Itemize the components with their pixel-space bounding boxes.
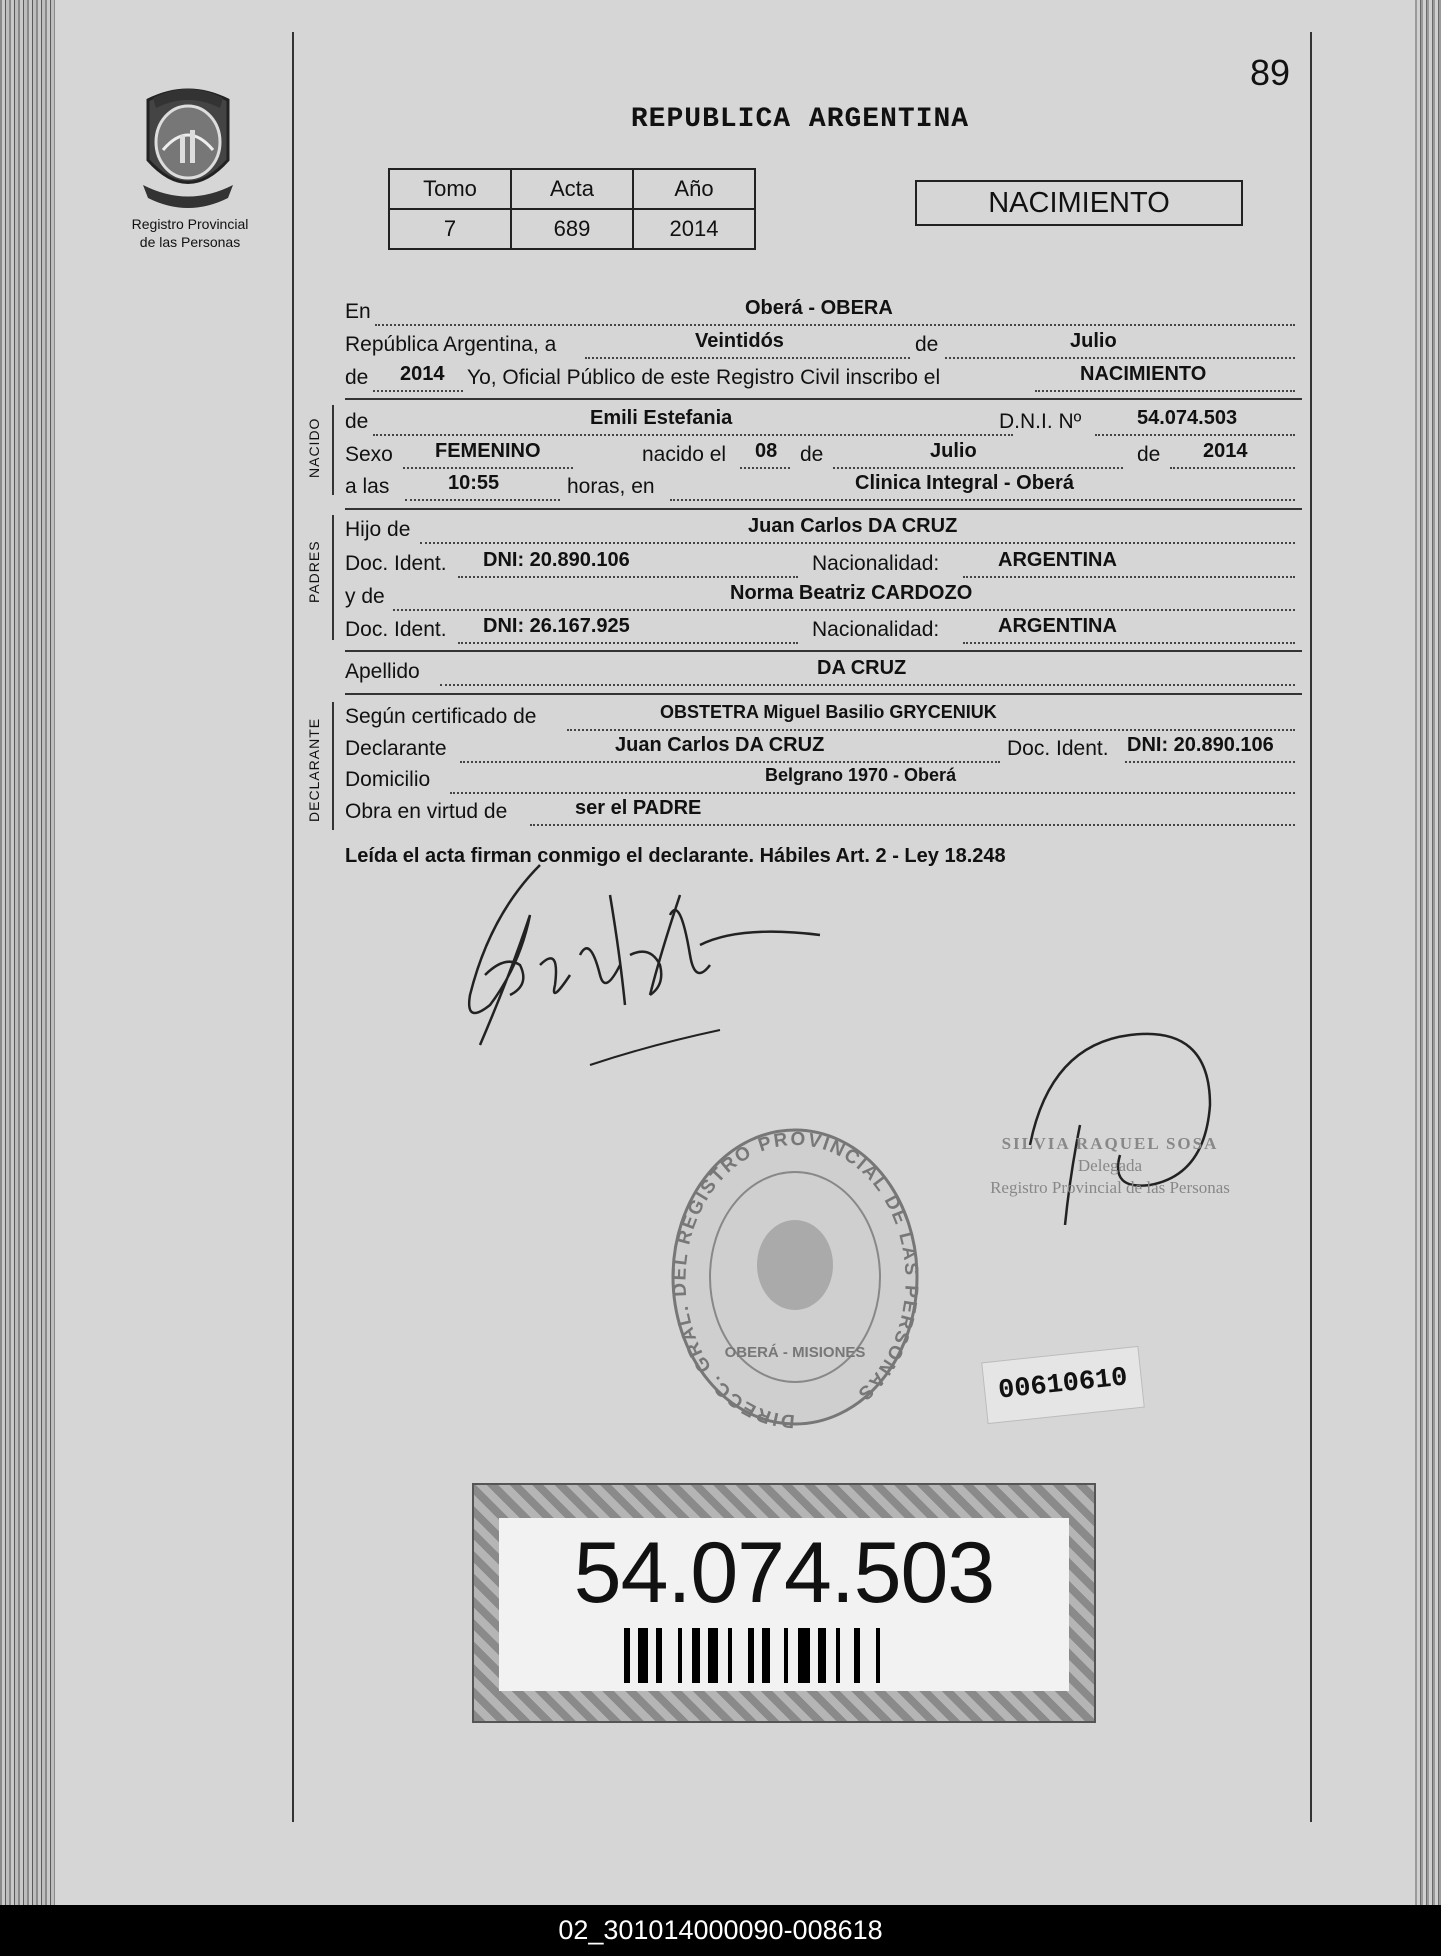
declarant-address: Belgrano 1970 - Oberá: [765, 765, 957, 785]
year-value: 2014: [400, 363, 445, 385]
month-value: Julio: [1070, 330, 1117, 352]
closing-note: Leída el acta firman conmigo el declarante. Hábiles Art. 2 - Ley 18.248: [345, 845, 1006, 867]
header-anio: Año: [633, 169, 755, 209]
father-doc: DNI: 20.890.106: [483, 549, 630, 571]
registry-name: [105, 215, 275, 251]
row-address: [345, 765, 957, 798]
row-certificate: [345, 702, 997, 735]
barcode-label-inner: [499, 1518, 1069, 1691]
barcode-number: 54.074.503: [573, 1525, 995, 1621]
margin-line-right: [1310, 32, 1312, 1822]
father-name: Juan Carlos DA CRUZ: [748, 515, 958, 537]
label-doc-ident: Doc. Ident.: [345, 618, 447, 641]
label-domicilio: Domicilio: [345, 768, 431, 791]
margin-line-left: [292, 32, 294, 1822]
separator: [345, 398, 1302, 400]
place-value: Oberá - OBERA: [745, 297, 893, 319]
label-de-name: de: [345, 410, 369, 433]
label-a-las: a las: [345, 475, 390, 498]
serial-stamp: 00610610: [981, 1346, 1145, 1424]
section-bracket-nacido: [332, 405, 334, 495]
declarant-name: Juan Carlos DA CRUZ: [615, 734, 825, 756]
born-sex: FEMENINO: [435, 440, 541, 462]
event-value: NACIMIENTO: [1080, 363, 1207, 385]
binding-edge-right: [1415, 0, 1441, 1905]
barcode-bars: [624, 1628, 994, 1683]
row-born-sex-date: [345, 440, 1248, 473]
registry-name-line1: Registro Provincial: [131, 216, 249, 232]
row-mother: [345, 582, 973, 615]
label-en: En: [345, 300, 371, 323]
value-acta: 689: [511, 209, 633, 249]
label-segun-certificado: Según certificado de: [345, 705, 537, 728]
section-label-declarante: DECLARANTE: [306, 717, 322, 822]
official-title: Delegada: [1077, 1156, 1143, 1175]
declarant-signature: [450, 855, 830, 1075]
row-born-time-place: [345, 472, 1074, 505]
row-born-name: [345, 407, 1238, 440]
label-republica: República Argentina, a: [345, 333, 557, 356]
page-number: 89: [1250, 52, 1291, 93]
label-dni: D.N.I. Nº: [999, 410, 1082, 433]
official-name: SILVIA RAQUEL SOSA: [1001, 1134, 1219, 1153]
born-time: 10:55: [448, 472, 500, 494]
mother-doc: DNI: 26.167.925: [483, 615, 630, 637]
label-declarante: Declarante: [345, 737, 447, 760]
label-de-2: de: [800, 443, 824, 466]
country-heading: REPUBLICA ARGENTINA: [630, 104, 970, 135]
record-header-table: [388, 168, 756, 250]
row-inscription: [345, 363, 1207, 396]
born-month: Julio: [930, 440, 977, 462]
row-place: [345, 297, 893, 330]
row-mother-doc: [345, 615, 1117, 648]
section-bracket-padres: [332, 515, 334, 640]
label-nacionalidad: Nacionalidad:: [812, 618, 940, 641]
section-bracket-declarante: [332, 702, 334, 830]
surname-value: DA CRUZ: [817, 657, 907, 679]
binding-edge-left: [0, 0, 55, 1905]
separator: [345, 508, 1302, 510]
seal-text: DIRECC. GRAL. DEL REGISTRO PROVINCIAL DE LAS PERSONAS: [669, 1128, 922, 1430]
barcode-label: [472, 1483, 1096, 1723]
declarant-capacity: ser el PADRE: [575, 797, 702, 819]
label-y-de: y de: [345, 585, 385, 608]
section-label-padres: PADRES: [306, 540, 322, 603]
born-year: 2014: [1203, 440, 1248, 462]
label-doc-ident: Doc. Ident.: [345, 552, 447, 575]
label-nacido-el: nacido el: [642, 443, 727, 466]
label-doc-ident: Doc. Ident.: [1007, 737, 1109, 760]
label-horas-en: horas, en: [567, 475, 655, 498]
mother-name: Norma Beatriz CARDOZO: [730, 582, 973, 604]
born-name: Emili Estefania: [590, 407, 733, 429]
row-declarant: [345, 734, 1274, 767]
label-de-3: de: [1137, 443, 1161, 466]
separator: [345, 693, 1302, 695]
label-nacionalidad: Nacionalidad:: [812, 552, 940, 575]
document-type-box: NACIMIENTO: [915, 180, 1243, 226]
row-date: [345, 330, 1117, 363]
born-place: Clinica Integral - Oberá: [855, 472, 1074, 494]
declarant-doc: DNI: 20.890.106: [1127, 734, 1274, 756]
inscription-text: Yo, Oficial Público de este Registro Civil inscribo el: [467, 366, 941, 389]
header-tomo: Tomo: [389, 169, 511, 209]
mother-nationality: ARGENTINA: [998, 615, 1117, 637]
born-day: 08: [755, 440, 778, 462]
label-apellido: Apellido: [345, 660, 420, 683]
row-father-doc: [345, 549, 1117, 582]
day-value: Veintidós: [695, 330, 784, 352]
section-label-nacido: NACIDO: [306, 417, 322, 478]
row-capacity: [345, 797, 702, 830]
official-stamp: [975, 1133, 1245, 1199]
seal-city: OBERÁ - MISIONES: [724, 1344, 866, 1361]
misiones-coat-of-arms-logo: [128, 80, 248, 210]
born-dni: 54.074.503: [1137, 407, 1238, 429]
certificate-value: OBSTETRA Miguel Basilio GRYCENIUK: [660, 702, 997, 722]
registry-name-line2: de las Personas: [139, 234, 241, 250]
label-de-year: de: [345, 366, 369, 389]
row-surname: [345, 657, 907, 690]
label-sexo: Sexo: [345, 443, 393, 466]
label-obra-en-virtud: Obra en virtud de: [345, 800, 508, 823]
father-nationality: ARGENTINA: [998, 549, 1117, 571]
value-anio: 2014: [633, 209, 755, 249]
separator: [345, 650, 1302, 652]
scan-footer-id: 02_301014000090-008618: [0, 1905, 1441, 1956]
label-de-month: de: [915, 333, 939, 356]
header-acta: Acta: [511, 169, 633, 209]
value-tomo: 7: [389, 209, 511, 249]
row-father: [345, 515, 958, 548]
registry-round-seal: [668, 1125, 923, 1430]
official-org: Registro Provincial de las Personas: [990, 1178, 1230, 1197]
label-hijo-de: Hijo de: [345, 518, 411, 541]
